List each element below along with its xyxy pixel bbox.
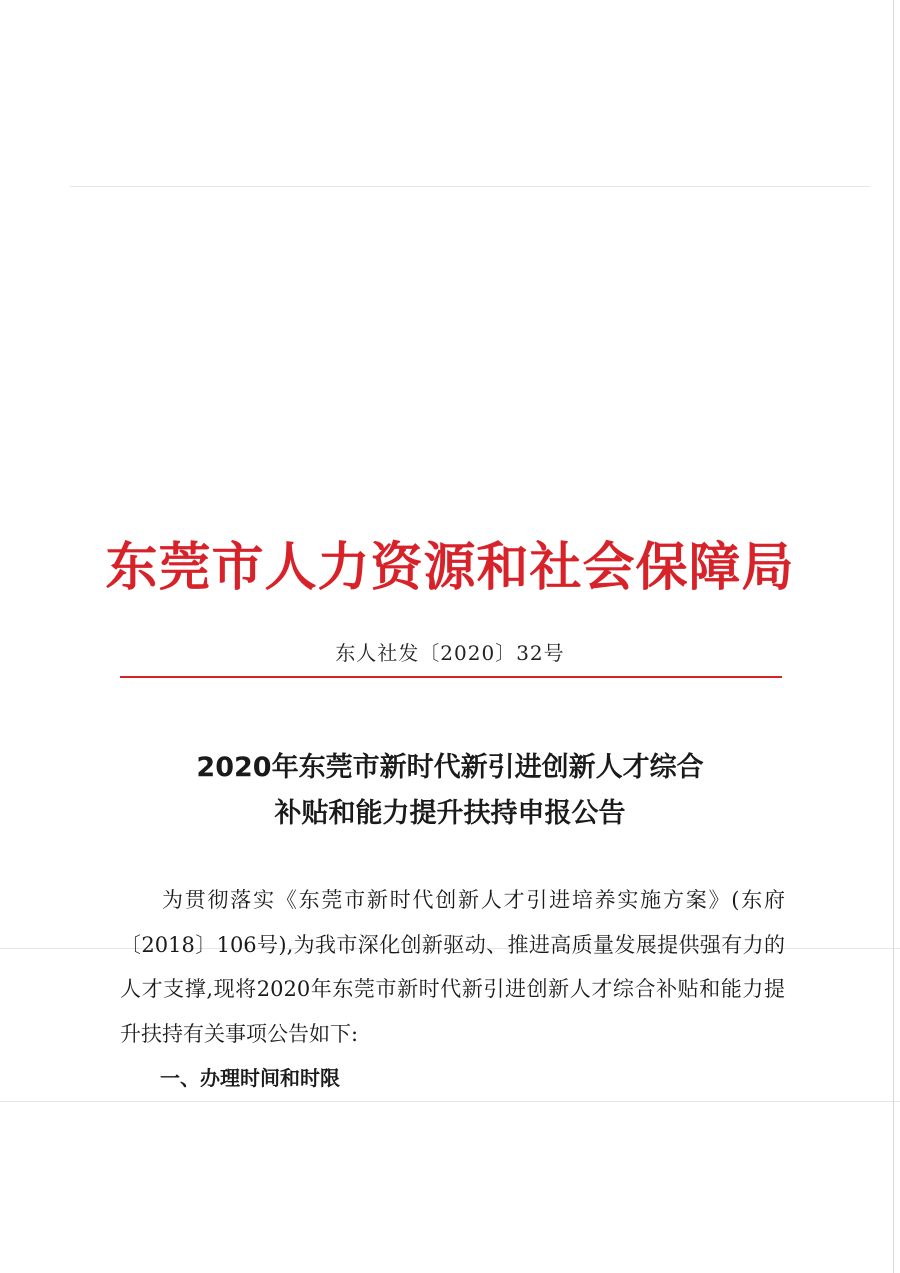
issuer-header: 东莞市人力资源和社会保障局: [105, 538, 795, 598]
title-line-1: 2020年东莞市新时代新引进创新人才综合: [196, 752, 704, 783]
scan-artifact-line: [0, 1101, 900, 1102]
scan-artifact-line: [70, 186, 870, 187]
title-line-2: 补贴和能力提升扶持申报公告: [274, 798, 626, 829]
intro-paragraph: 为贯彻落实《东莞市新时代创新人才引进培养实施方案》(东府〔2018〕106号),为我市深化创新驱动、推进高质量发展提供强有力的人才支撑,现将2020年东莞市新时代新引进创新人才综合补贴和能力提升扶持有关事项公告如下:: [120, 888, 785, 1046]
announcement-title: [0, 745, 900, 837]
document-number: 东人社发〔2020〕32号: [335, 641, 565, 665]
red-divider: [120, 676, 782, 678]
section-heading: 一、办理时间和时限: [160, 1066, 340, 1090]
announcement-body: [120, 878, 785, 1101]
